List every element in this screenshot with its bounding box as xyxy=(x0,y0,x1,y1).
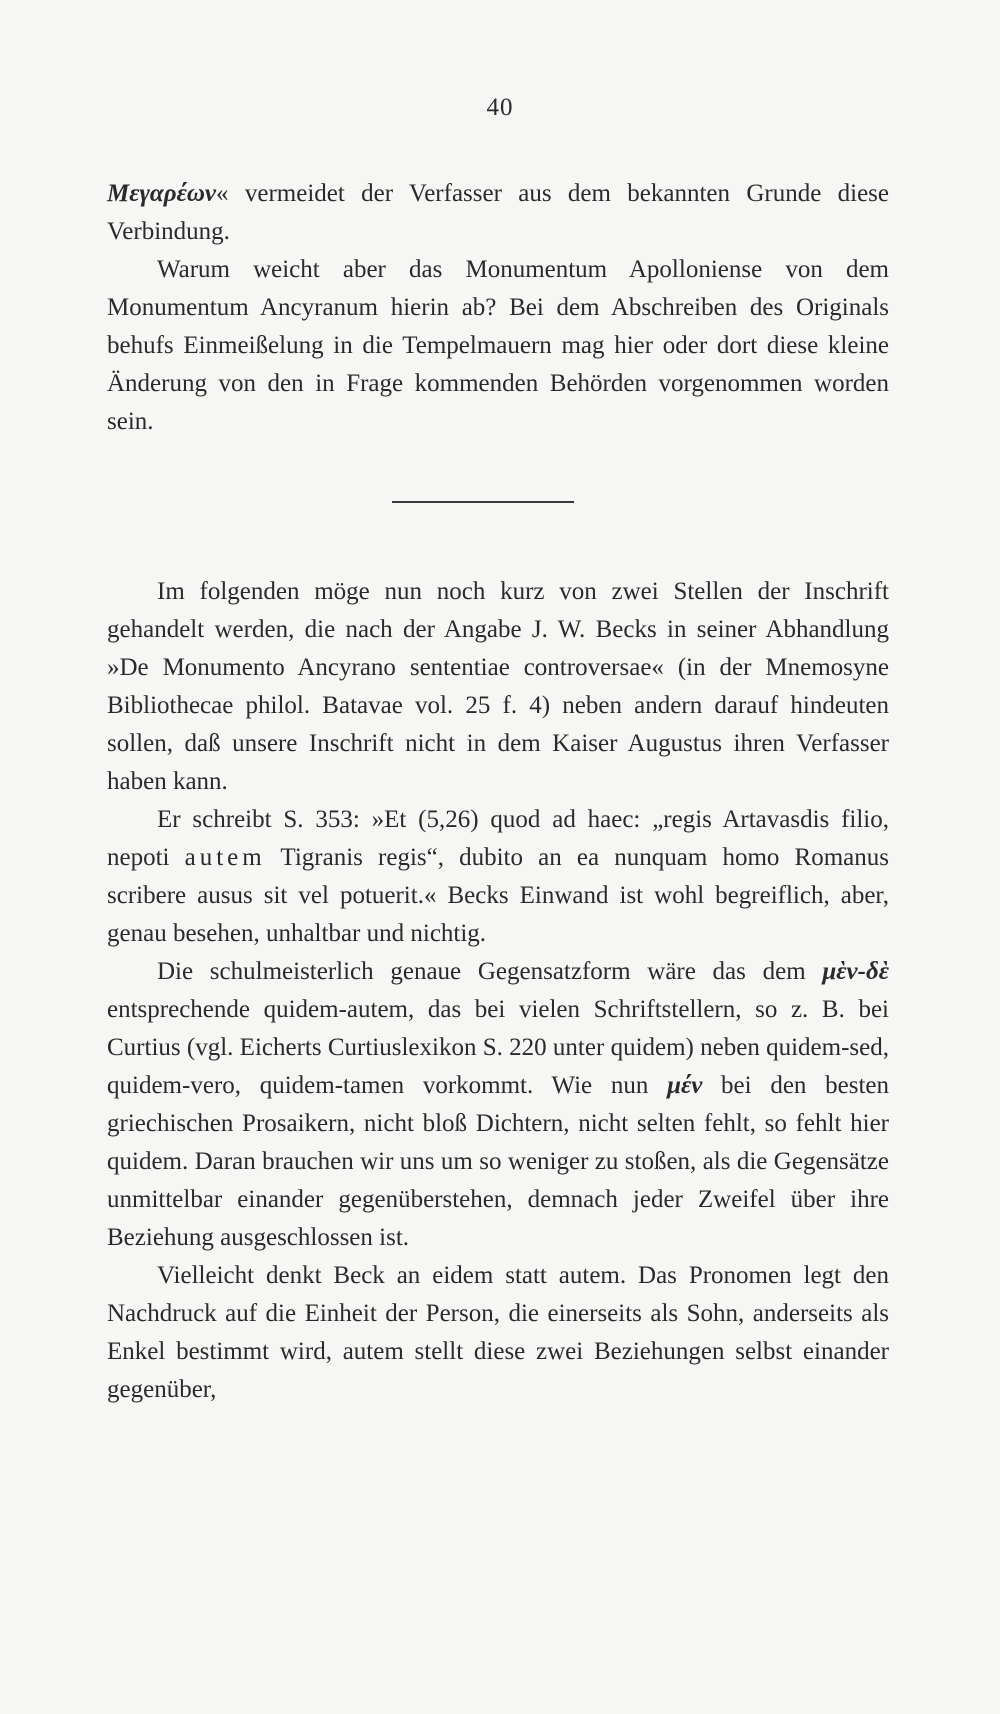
paragraph: Im folgenden möge nun noch kurz von zwei Stellen der Inschrift gehandelt werden, die nach der Angabe J. W. Becks in seiner Abhandlung »De Monumento Ancyrano sententiae controversae« (in der Mnemosyne Bibliothecae philol. Batavae vol. 25 f. 4) neben andern darauf hindeuten sollen, daß unsere Inschrift nicht in dem Kaiser Augustus ihren Verfasser haben kann. xyxy=(107,578,889,795)
section-separator xyxy=(392,501,574,503)
text-block-main xyxy=(107,573,889,1409)
greek-word: μέν xyxy=(667,1072,703,1099)
paragraph xyxy=(107,953,889,1257)
paragraph: Vielleicht denkt Beck an eidem statt autem. Das Pronomen legt den Nachdruck auf die Einheit der Person, die einerseits als Sohn, anderseits als Enkel bestimmt wird, autem stellt diese zwei Beziehungen selbst einander gegenüber, xyxy=(107,1262,889,1403)
paragraph-continuation xyxy=(107,175,889,251)
paragraph xyxy=(107,801,889,953)
text-run: entsprechende quidem-autem, das bei vielen Schriftstellern, so z. B. bei Curtius (vgl. Eicherts Curtiuslexikon S. 220 unter quidem) neben quidem-sed, quidem-vero, quidem-tamen vorkommt. Wie nun xyxy=(107,996,889,1099)
text-run: Er schreibt S. 353: »Et (5,26) quod ad haec: „regis Artavasdis filio, nepoti xyxy=(107,806,889,871)
paragraph-text: « vermeidet der Verfasser aus dem bekannten Grunde diese Verbindung. xyxy=(107,180,889,245)
greek-word: μὲν-δὲ xyxy=(822,958,889,985)
text-run: bei den besten griechischen Prosaikern, nicht bloß Dichtern, nicht selten fehlt, so fehlt hier quidem. Daran brauchen wir uns um so weniger zu stoßen, als die Gegensätze unmittelbar einander gegenüberstehen, demnach jeder Zweifel über ihre Beziehung ausgeschlossen ist. xyxy=(107,1072,889,1251)
text-run: Die schulmeisterlich genaue Gegensatzform wäre das dem xyxy=(157,958,823,985)
text-block-top xyxy=(107,175,889,441)
paragraph: Warum weicht aber das Monumentum Apolloniense von dem Monumentum Ancyranum hierin ab? Bei dem Abschreiben des Originals behufs Einmeißelung in die Tempelmauern mag hier oder dort diese kleine Änderung von den in Frage kommenden Behörden vorgenommen worden sein. xyxy=(107,256,889,435)
text-run: Tigranis regis“, dubito an ea nunquam homo Romanus scribere ausus sit vel potuerit.« Becks Einwand ist wohl begreiflich, aber, genau besehen, unhaltbar und nichtig. xyxy=(107,844,889,947)
emphasis-spaced: autem xyxy=(184,844,266,871)
page-number: 40 xyxy=(486,94,514,121)
greek-word: Μεγαρέων xyxy=(107,180,217,207)
